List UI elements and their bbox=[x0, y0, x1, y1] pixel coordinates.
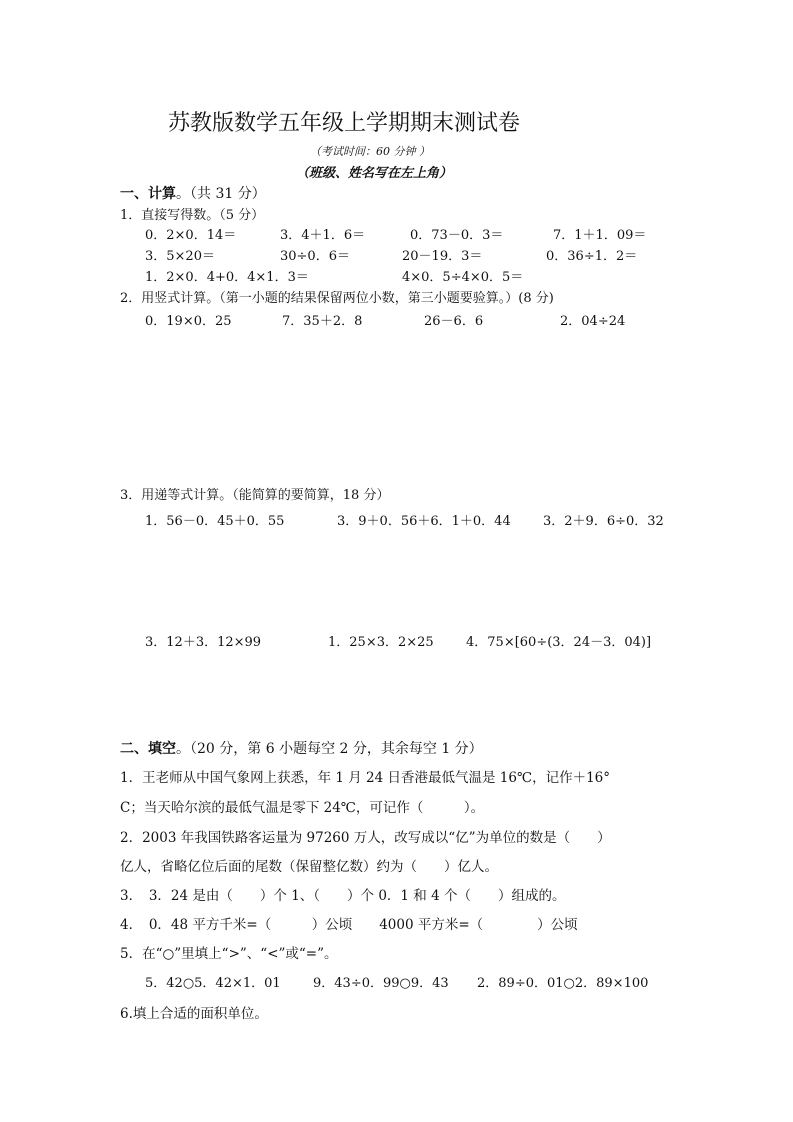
fill-line-5: 3． 3．24 是由（ ）个 1、（ ）个 0．1 和 4 个（ ）组成的。 bbox=[120, 888, 566, 904]
name-note: （班级、姓名写在左上角） bbox=[296, 166, 453, 181]
q1-label: 1．直接写得数。（5 分） bbox=[120, 208, 265, 223]
q1-r2-c3: 20－19．3＝ bbox=[402, 249, 483, 264]
q1-r3-c1: 1．2×0．4+0．4×1．3＝ bbox=[145, 270, 309, 285]
compare-2: 9．43÷0．99○9．43 bbox=[313, 976, 449, 991]
compare-3: 2．89÷0．01○2．89×100 bbox=[477, 976, 649, 991]
section2-heading-rest: 。（20 分，第 6 小题每空 2 分，其余每空 1 分） bbox=[176, 741, 483, 757]
q3-r1-c2: 3．9＋0．56＋6．1＋0．44 bbox=[337, 514, 511, 529]
section1-heading-rest: 。（共 31 分） bbox=[176, 186, 266, 202]
q1-r1-c2: 3．4＋1．6＝ bbox=[280, 228, 366, 243]
q3-r2-c3: 4．75×[60÷(3．24－3．04)] bbox=[466, 635, 652, 650]
q1-r2-c4: 0．36÷1．2＝ bbox=[546, 249, 638, 264]
q3-r1-c1: 1．56－0．45＋0．55 bbox=[145, 514, 285, 529]
exam-time: （考试时间：60 分钟 ） bbox=[310, 145, 430, 158]
q3-r1-c3: 3．2＋9．6÷0．32 bbox=[543, 514, 664, 529]
section2-heading bbox=[120, 738, 483, 758]
q1-r2-c2: 30÷0．6＝ bbox=[280, 249, 350, 264]
q1-r1-c3: 0．73－0．3＝ bbox=[410, 228, 504, 243]
section1-heading bbox=[120, 183, 266, 203]
q2-item-1: 0．19×0．25 bbox=[145, 314, 232, 329]
q1-r2-c1: 3．5×20＝ bbox=[145, 249, 215, 264]
q3-r2-c1: 3．12＋3．12×99 bbox=[145, 635, 262, 650]
section1-heading-bold: 一、计算 bbox=[120, 186, 176, 202]
q1-r3-c2: 4×0．5÷4×0．5＝ bbox=[402, 270, 524, 285]
fill-line-2: C；当天哈尔滨的最低气温是零下 24℃，可记作（ ）。 bbox=[120, 800, 485, 816]
fill-line-4: 亿人，省略亿位后面的尾数（保留整亿数）约为（ ）亿人。 bbox=[120, 859, 498, 875]
q1-r1-c4: 7．1＋1．09＝ bbox=[553, 228, 647, 243]
q1-r1-c1: 0．2×0．14＝ bbox=[145, 228, 237, 243]
compare-1: 5．42○5．42×1．01 bbox=[145, 976, 281, 991]
fill-line-7: 5．在“○”里填上“>”、“<”或“=”。 bbox=[120, 946, 338, 962]
q2-item-3: 26－6．6 bbox=[424, 314, 484, 329]
q2-item-2: 7．35＋2．8 bbox=[282, 314, 363, 329]
fill-line-3: 2．2003 年我国铁路客运量为 97260 万人，改写成以“亿”为单位的数是（ ） bbox=[120, 830, 611, 846]
fill-q6: 6.填上合适的面积单位。 bbox=[120, 1006, 268, 1022]
q3-r2-c2: 1．25×3．2×25 bbox=[328, 635, 434, 650]
q2-label: 2．用竖式计算。（第一小题的结果保留两位小数，第三小题要验算。）(8 分) bbox=[120, 291, 554, 306]
q2-item-4: 2．04÷24 bbox=[560, 314, 626, 329]
fill-line-6: 4． 0．48 平方千米=（ ）公顷 4000 平方米=（ ）公顷 bbox=[120, 917, 578, 933]
q3-label: 3．用递等式计算。（能简算的要简算，18 分） bbox=[120, 488, 390, 503]
page-title: 苏教版数学五年级上学期期末测试卷 bbox=[168, 111, 521, 136]
fill-line-1: 1．王老师从中国气象网上获悉，年 1 月 24 日香港最低气温是 16℃，记作＋16° bbox=[120, 770, 611, 786]
section2-heading-bold: 二、填空 bbox=[120, 741, 176, 757]
